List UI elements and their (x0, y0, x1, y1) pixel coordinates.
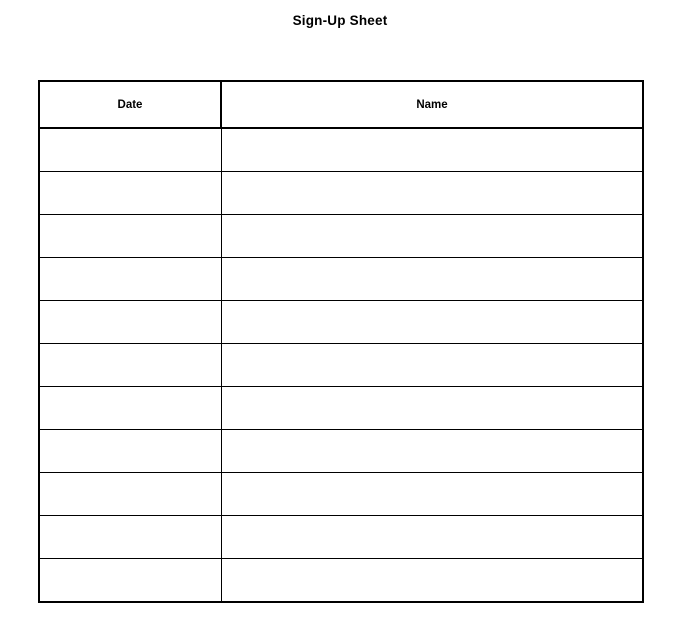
cell-name[interactable] (221, 516, 643, 559)
cell-date[interactable] (39, 559, 221, 603)
table-row (39, 301, 643, 344)
cell-name-text (228, 488, 637, 500)
table-header-row (39, 81, 643, 128)
cell-date[interactable] (39, 172, 221, 215)
sign-up-table (38, 80, 644, 603)
cell-name[interactable] (221, 301, 643, 344)
cell-name[interactable] (221, 559, 643, 603)
table-body (39, 128, 643, 602)
cell-name-text (228, 144, 637, 156)
cell-date[interactable] (39, 301, 221, 344)
cell-date-text (46, 144, 215, 156)
table-row (39, 172, 643, 215)
cell-name-text (228, 187, 637, 199)
cell-date[interactable] (39, 430, 221, 473)
cell-name-text (228, 574, 637, 586)
table-row (39, 215, 643, 258)
cell-name[interactable] (221, 258, 643, 301)
cell-date-text (46, 574, 215, 586)
page-title: Sign-Up Sheet (292, 13, 388, 28)
cell-name[interactable] (221, 128, 643, 172)
cell-date[interactable] (39, 215, 221, 258)
table-row (39, 430, 643, 473)
table-row (39, 344, 643, 387)
cell-date-text (46, 359, 215, 371)
cell-date-text (46, 230, 215, 242)
cell-name[interactable] (221, 430, 643, 473)
table-row (39, 128, 643, 172)
column-header-name: Name (221, 81, 643, 128)
cell-name-text (228, 445, 637, 457)
cell-name-text (228, 273, 637, 285)
cell-date-text (46, 531, 215, 543)
cell-name-text (228, 230, 637, 242)
cell-name-text (228, 531, 637, 543)
cell-name[interactable] (221, 172, 643, 215)
table-row (39, 559, 643, 603)
cell-name-text (228, 402, 637, 414)
table-row (39, 258, 643, 301)
table-row (39, 473, 643, 516)
cell-name[interactable] (221, 473, 643, 516)
cell-date[interactable] (39, 128, 221, 172)
cell-name-text (228, 359, 637, 371)
cell-date[interactable] (39, 344, 221, 387)
cell-date[interactable] (39, 258, 221, 301)
cell-name[interactable] (221, 215, 643, 258)
cell-date[interactable] (39, 473, 221, 516)
table-row (39, 516, 643, 559)
cell-date-text (46, 488, 215, 500)
cell-date-text (46, 316, 215, 328)
cell-date[interactable] (39, 387, 221, 430)
cell-date-text (46, 187, 215, 199)
cell-name[interactable] (221, 387, 643, 430)
cell-date-text (46, 402, 215, 414)
cell-date-text (46, 273, 215, 285)
table-header (39, 81, 643, 128)
cell-date-text (46, 445, 215, 457)
cell-date[interactable] (39, 516, 221, 559)
column-header-date: Date (39, 81, 221, 128)
table-row (39, 387, 643, 430)
cell-name[interactable] (221, 344, 643, 387)
cell-name-text (228, 316, 637, 328)
